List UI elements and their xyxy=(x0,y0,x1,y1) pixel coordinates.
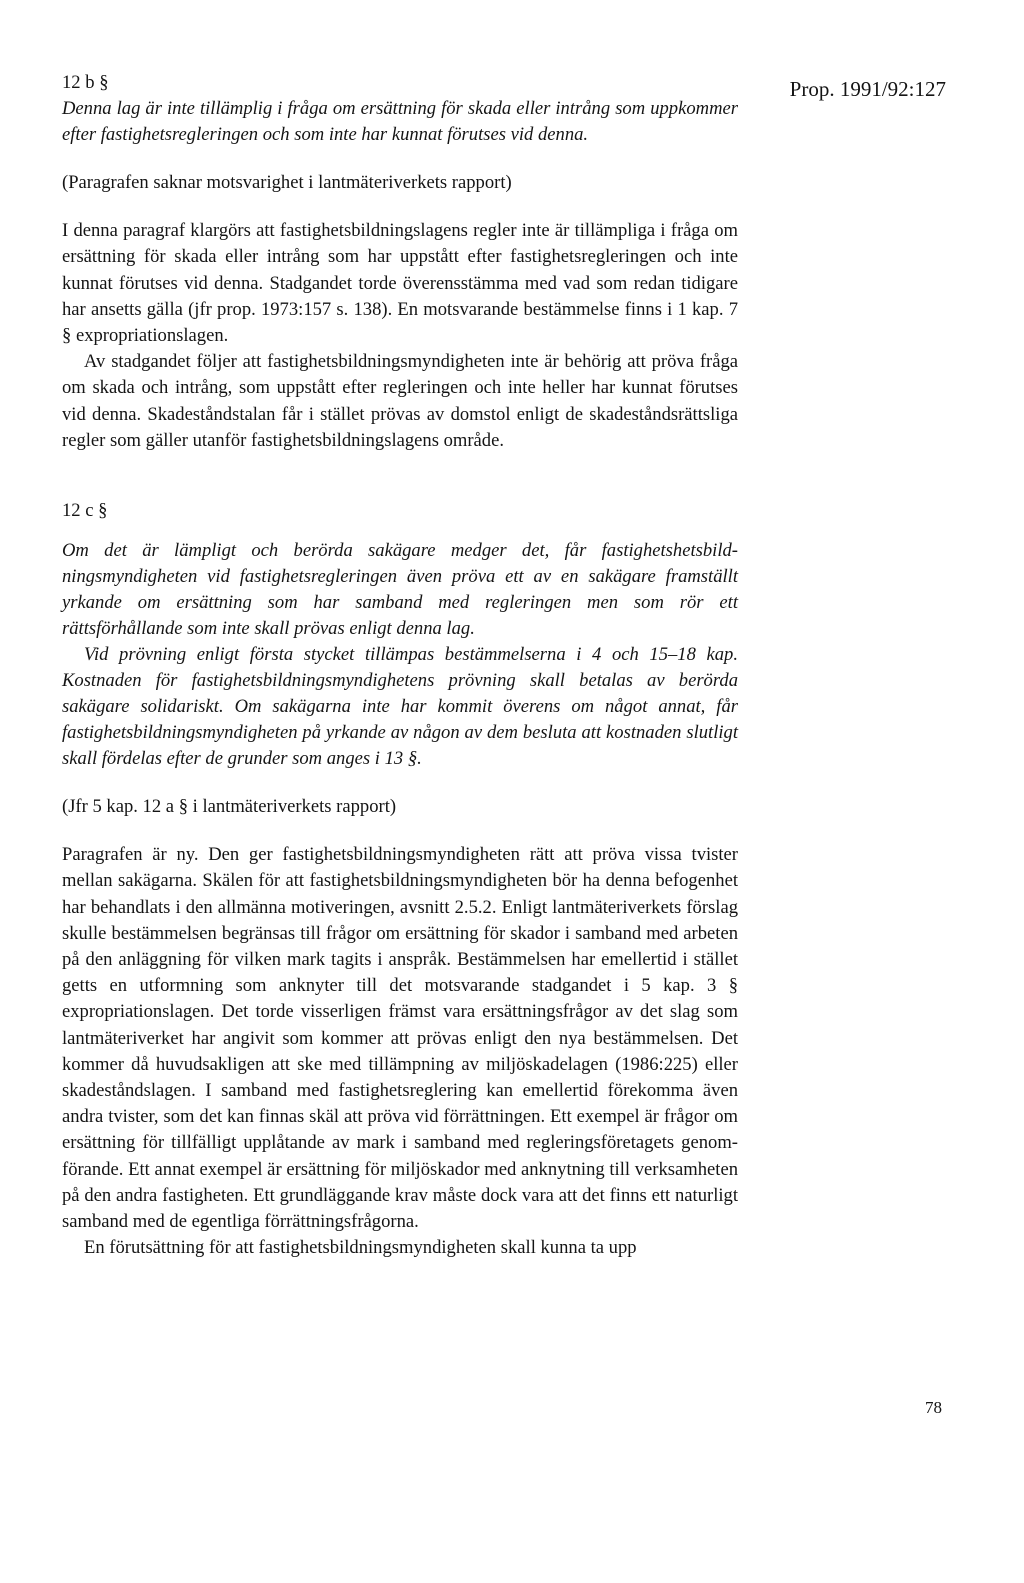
source-note-12c: (Jfr 5 kap. 12 a § i lantmäteriverkets rapport) xyxy=(62,796,397,818)
commentary-paragraph: Av stadgandet följer att fastighetsbildningsmyndigheten inte är behörig att pröva fråga om skada och intrång, som uppstått efter regleringen och inte heller har kunnat förutses vid denna. Skadeståndstalan får i stället prövas av domstol enligt de skadeståndsrättsliga regler som gäller utanför fastighetsbildningslagens område. xyxy=(62,351,738,451)
commentary-paragraph: Paragrafen är ny. Den ger fastighetsbildningsmyndigheten rätt att pröva vissa tvister mellan sakägarna. Skälen för att fastighetsbildningsmyndigheten bör ha denna befogenhet har behandlats i den allmänna motiveringen, avsnitt 2.5.2. Enligt lantmäteriverkets förslag skulle bestämmelsen begränsas till frågor om ersättning för skador i samband med arbeten på den anläggning för vilken mark tagits i anspråk. Bestämmelsen har emellertid i stället getts en utformning som anknyter till det motsvarande stadgandet i 5 kap. 3 § expropriationslagen. Det torde visserligen främst vara ersättningsfrågor av det slag som lantmäteriverket har angivit som kommer att prövas enligt den nya bestämmelsen. Det kommer då huvudsakligen att ske med tillämpning av miljöskadelagen (1986:225) eller skadeståndslagen. I samband med fastighetsreglering kan emellertid förekomma även andra tvister, som det kan finnas skäl att pröva vid förrättningen. Ett exempel är frågor om ersättning för tillfälligt upplåtande av mark i samband med regleringsföretagets genomförande. Ett annat exempel är ersättning för miljöskador med anknytning till verksamheten på den andra fastigheten. Ett grundläggande krav måste dock vara att det finns ett naturligt samband med de egentliga förrättningsfrågorna. xyxy=(62,844,738,1233)
commentary-paragraph: I denna paragraf klargörs att fastighetsbildningslagens regler inte är tillämpliga i fråga om ersättning för skada eller intrång som har uppstått efter fastighetsregleringen och inte kunnat förutses vid denna. Stadgandet torde överensstämma med vad som redan tidigare har ansetts gälla (jfr prop. 1973:157 s. 138). En motsvarande bestämmelse finns i 1 kap. 7 § expropriationslagen. xyxy=(62,220,738,347)
statute-text-12c-paragraph: Vid prövning enligt första stycket tillämpas bestämmelserna i 4 och 15–18 kap. Kostnaden för fastighetsbildningsmyndighetens prövning skall betalas av berörda sakägare solidariskt. Om sakägarna inte har kommit överens om något annat, får fastighetsbildningsmyndigheten på yrkande av någon av dem besluta att kostnaden slutligt skall fördelas efter de grunder som anges i 13 §. xyxy=(62,644,738,770)
section-heading-12b: 12 b § xyxy=(62,72,109,93)
proposition-reference: Prop. 1991/92:127 xyxy=(789,77,946,101)
section-heading-12c: 12 c § xyxy=(62,500,108,522)
page-number: 78 xyxy=(925,1398,942,1417)
source-note-12b: (Paragrafen saknar motsvarighet i lantmäteriverkets rapport) xyxy=(62,172,512,193)
statute-text-12b: Denna lag är inte tillämplig i fråga om ersättning för skada eller intrång som uppkommer efter fastighetsregleringen och som inte har kunnat förutses vid denna. xyxy=(62,98,738,145)
statute-text-12c-paragraph: Om det är lämpligt och berörda sakägare medger det, får fastighetshetsbildningsmyndigheten vid fastighetsregleringen även pröva ett av en sakägare framställt yrkande om ersättning som har samband med regleringen men som rör ett rättsförhållande som inte skall prövas enligt denna lag. xyxy=(62,540,738,640)
document-body xyxy=(62,70,738,1261)
commentary-paragraph: En förutsättning för att fastighetsbildningsmyndigheten skall kunna ta upp xyxy=(84,1237,637,1259)
